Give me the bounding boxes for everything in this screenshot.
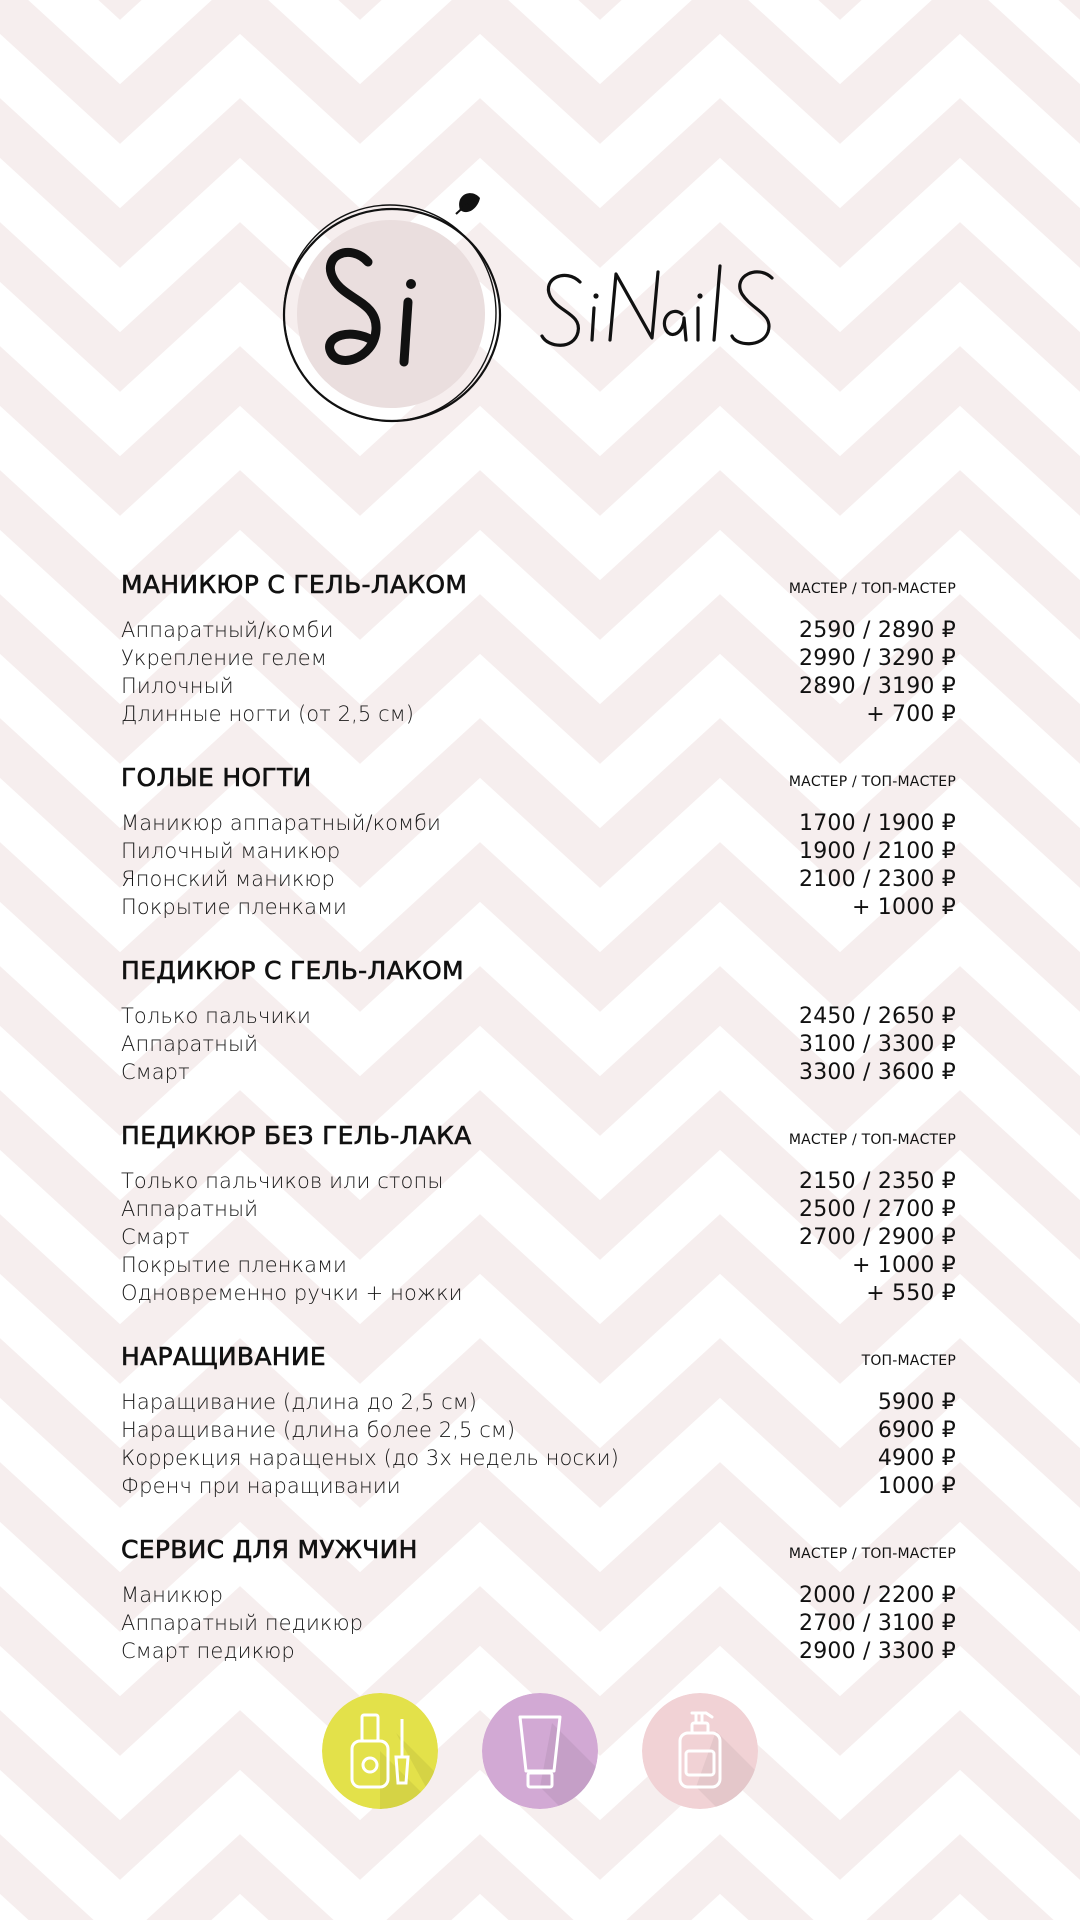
section-note: МАСТЕР / ТОП-МАСТЕР bbox=[788, 1546, 956, 1562]
price-row bbox=[121, 811, 956, 839]
service-name: Укрепление гелем bbox=[121, 646, 327, 670]
section-title: ПЕДИКЮР С ГЕЛЬ-ЛАКОМ bbox=[121, 956, 464, 985]
price-row bbox=[121, 1253, 956, 1281]
service-name: Пилочный bbox=[121, 674, 234, 698]
section-pedicure-gel bbox=[121, 956, 956, 1088]
price-row bbox=[121, 1004, 956, 1032]
service-price: 2450 / 2650 ₽ bbox=[799, 1004, 956, 1029]
section-header bbox=[121, 1121, 956, 1157]
price-row bbox=[121, 1390, 956, 1418]
section-title: ПЕДИКЮР БЕЗ ГЕЛЬ-ЛАКА bbox=[121, 1121, 472, 1150]
section-header bbox=[121, 1342, 956, 1378]
service-price: 3300 / 3600 ₽ bbox=[799, 1060, 956, 1085]
section-header bbox=[121, 1535, 956, 1571]
service-name: Длинные ногти (от 2,5 см) bbox=[121, 702, 415, 726]
service-price: 1900 / 2100 ₽ bbox=[799, 839, 956, 864]
service-price: + 1000 ₽ bbox=[851, 895, 956, 920]
section-manicure-gel bbox=[121, 570, 956, 730]
price-row bbox=[121, 674, 956, 702]
service-price: + 550 ₽ bbox=[866, 1281, 956, 1306]
price-row bbox=[121, 895, 956, 923]
service-name: Смарт bbox=[121, 1225, 190, 1249]
service-name: Аппаратный/комби bbox=[121, 618, 334, 642]
service-name: Наращивание (длина до 2,5 см) bbox=[121, 1390, 477, 1414]
price-row bbox=[121, 1225, 956, 1253]
section-men-service bbox=[121, 1535, 956, 1667]
section-title: НАРАЩИВАНИЕ bbox=[121, 1342, 326, 1371]
service-icons bbox=[322, 1693, 758, 1811]
service-price: 1000 ₽ bbox=[877, 1474, 956, 1499]
price-row bbox=[121, 646, 956, 674]
price-row bbox=[121, 1583, 956, 1611]
logo-circle bbox=[297, 220, 485, 408]
service-price: 2590 / 2890 ₽ bbox=[799, 618, 956, 643]
service-name: Пилочный маникюр bbox=[121, 839, 341, 863]
service-name: Покрытие пленками bbox=[121, 895, 347, 919]
service-price: 2900 / 3300 ₽ bbox=[799, 1639, 956, 1664]
service-name: Только пальчиков или стопы bbox=[121, 1169, 444, 1193]
section-note: МАСТЕР / ТОП-МАСТЕР bbox=[788, 581, 956, 597]
cream-tube-icon bbox=[482, 1693, 598, 1809]
service-price: 4900 ₽ bbox=[877, 1446, 956, 1471]
service-name: Маникюр аппаратный/комби bbox=[121, 811, 441, 835]
service-name: Только пальчики bbox=[121, 1004, 311, 1028]
section-header bbox=[121, 956, 956, 992]
soap-dispenser-icon bbox=[642, 1693, 758, 1809]
price-row bbox=[121, 1197, 956, 1225]
service-name: Смарт педикюр bbox=[121, 1639, 295, 1663]
section-title: МАНИКЮР С ГЕЛЬ-ЛАКОМ bbox=[121, 570, 468, 599]
service-price: 1700 / 1900 ₽ bbox=[799, 811, 956, 836]
service-price: 5900 ₽ bbox=[877, 1390, 956, 1415]
service-name: Коррекция наращеных (до 3х недель носки) bbox=[121, 1446, 619, 1470]
service-name: Маникюр bbox=[121, 1583, 224, 1607]
price-row bbox=[121, 1639, 956, 1667]
price-row bbox=[121, 1611, 956, 1639]
section-bare-nails bbox=[121, 763, 956, 923]
section-note: ТОП-МАСТЕР bbox=[861, 1353, 956, 1369]
service-price: 2700 / 2900 ₽ bbox=[799, 1225, 956, 1250]
service-name: Аппаратный bbox=[121, 1197, 259, 1221]
service-name: Френч при наращивании bbox=[121, 1474, 401, 1498]
price-row bbox=[121, 1446, 956, 1474]
price-row bbox=[121, 618, 956, 646]
section-header bbox=[121, 570, 956, 606]
section-note: МАСТЕР / ТОП-МАСТЕР bbox=[788, 774, 956, 790]
service-name: Одновременно ручки + ножки bbox=[121, 1281, 463, 1305]
service-name: Наращивание (длина более 2,5 см) bbox=[121, 1418, 516, 1442]
price-row bbox=[121, 1032, 956, 1060]
nail-polish-icon bbox=[322, 1693, 438, 1809]
service-price: 2500 / 2700 ₽ bbox=[799, 1197, 956, 1222]
service-price: 2890 / 3190 ₽ bbox=[799, 674, 956, 699]
price-row bbox=[121, 839, 956, 867]
service-price: 3100 / 3300 ₽ bbox=[799, 1032, 956, 1057]
price-row bbox=[121, 867, 956, 895]
service-price: + 1000 ₽ bbox=[851, 1253, 956, 1278]
service-name: Покрытие пленками bbox=[121, 1253, 347, 1277]
service-price: 2150 / 2350 ₽ bbox=[799, 1169, 956, 1194]
service-name: Смарт bbox=[121, 1060, 190, 1084]
section-title: СЕРВИС ДЛЯ МУЖЧИН bbox=[121, 1535, 418, 1564]
service-price: 2000 / 2200 ₽ bbox=[799, 1583, 956, 1608]
price-row bbox=[121, 1169, 956, 1197]
service-name: Аппаратный педикюр bbox=[121, 1611, 364, 1635]
service-price: 2700 / 3100 ₽ bbox=[799, 1611, 956, 1636]
service-name: Аппаратный bbox=[121, 1032, 259, 1056]
service-price: 6900 ₽ bbox=[877, 1418, 956, 1443]
price-row bbox=[121, 702, 956, 730]
section-title: ГОЛЫЕ НОГТИ bbox=[121, 763, 312, 792]
price-list bbox=[121, 570, 956, 1700]
service-price: 2990 / 3290 ₽ bbox=[799, 646, 956, 671]
brand-logo bbox=[280, 190, 820, 440]
service-price: 2100 / 2300 ₽ bbox=[799, 867, 956, 892]
price-row bbox=[121, 1060, 956, 1088]
service-price: + 700 ₽ bbox=[866, 702, 956, 727]
price-row bbox=[121, 1474, 956, 1502]
logo-wordmark bbox=[542, 266, 772, 345]
price-row bbox=[121, 1418, 956, 1446]
section-extension bbox=[121, 1342, 956, 1502]
section-pedicure-no-gel bbox=[121, 1121, 956, 1309]
service-name: Японский маникюр bbox=[121, 867, 335, 891]
section-header bbox=[121, 763, 956, 799]
price-row bbox=[121, 1281, 956, 1309]
section-note: МАСТЕР / ТОП-МАСТЕР bbox=[788, 1132, 956, 1148]
